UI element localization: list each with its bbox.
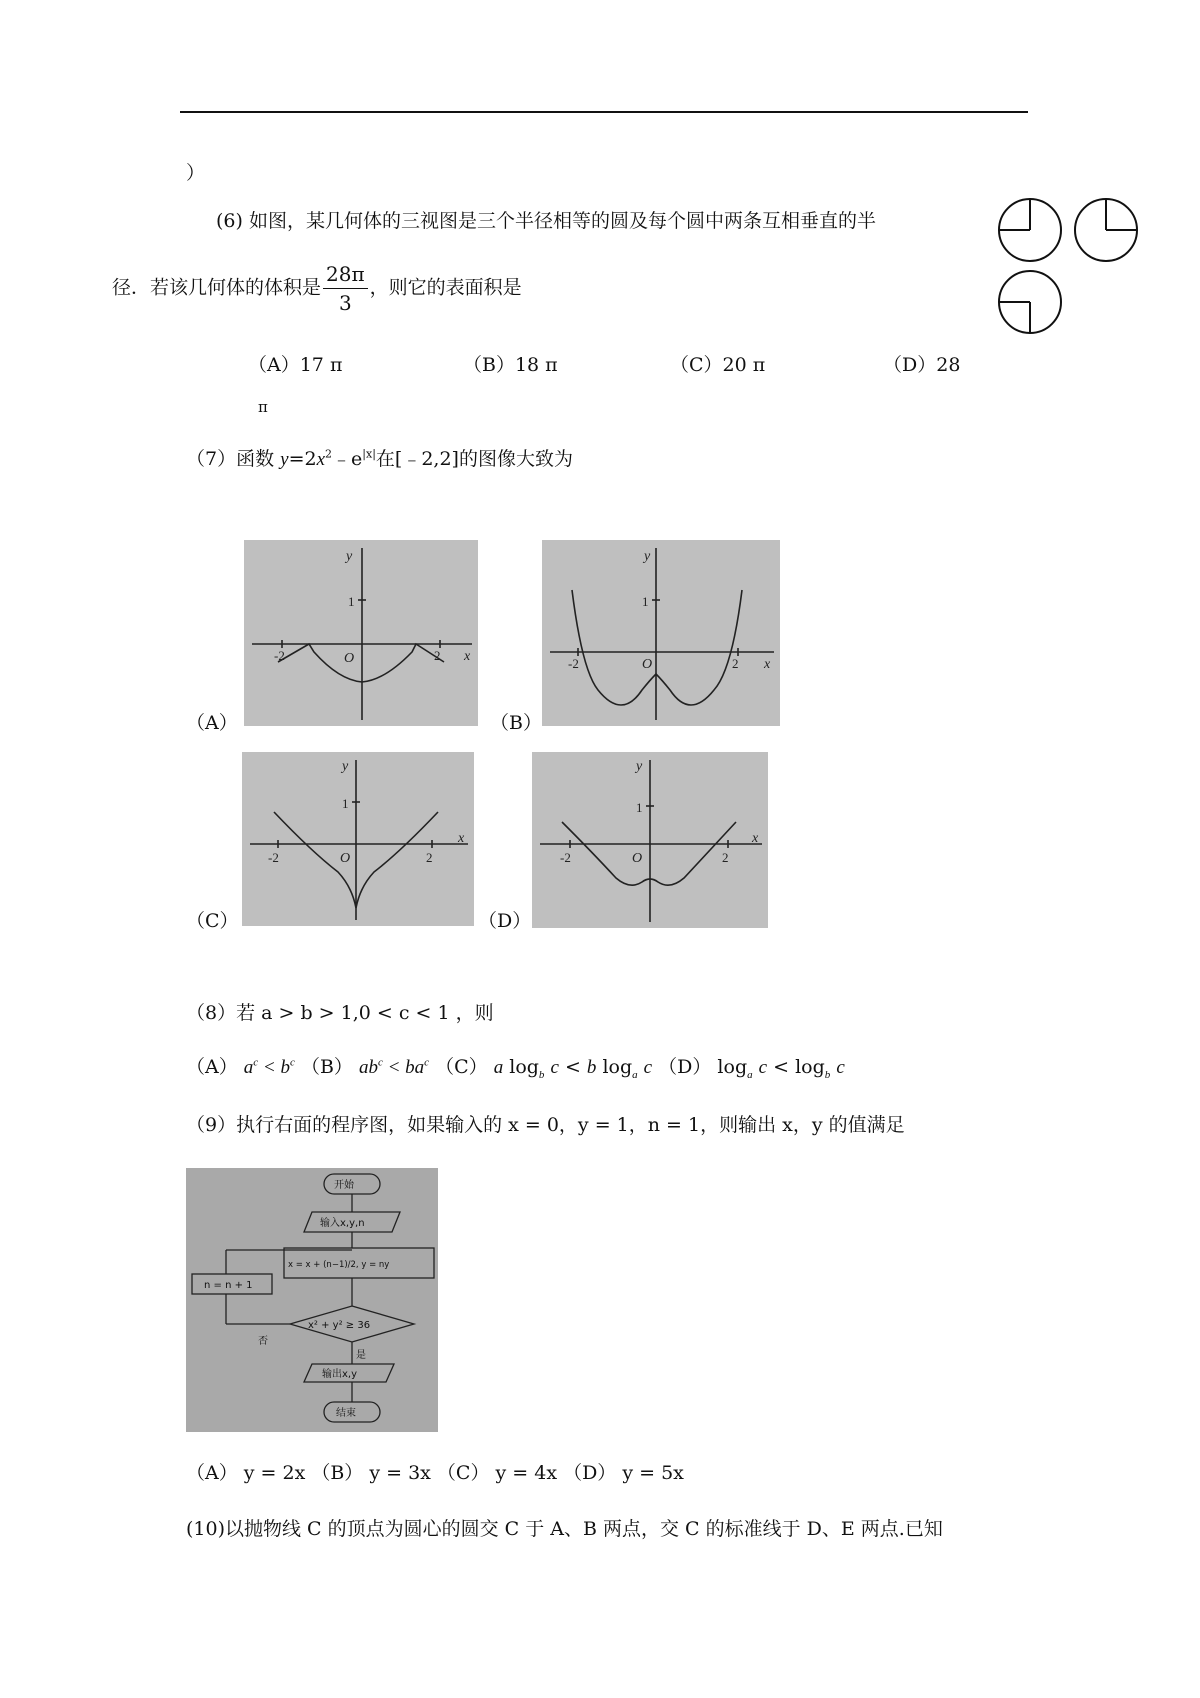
graph-c-tick-2: 2 <box>426 850 433 865</box>
curve-b <box>572 590 742 705</box>
graph-panel-c <box>242 752 474 926</box>
fraction-numerator: 28π <box>323 262 368 289</box>
graph-c-tick-neg2: -2 <box>268 850 279 865</box>
q8-label-a: （A） <box>186 1056 238 1078</box>
graph-c-x-label: x <box>458 831 465 846</box>
flow-update-n: n = n + 1 <box>204 1280 253 1291</box>
graph-b-tick-1: 1 <box>642 594 649 609</box>
curve-d <box>562 822 736 885</box>
graph-b-x-label: x <box>764 657 771 672</box>
curve-a <box>278 644 444 682</box>
graph-a-tick-2: 2 <box>434 648 441 663</box>
q6-option-a: （A）17 π <box>248 354 343 376</box>
graph-panel-d <box>532 752 768 928</box>
graph-a-svg <box>244 540 478 726</box>
q7-var-x: x <box>316 449 326 470</box>
graph-label-d: （D） <box>478 910 532 932</box>
stray-paren: ） <box>186 162 206 184</box>
graph-c-svg <box>242 752 474 926</box>
flow-input: 输入x,y,n <box>320 1218 365 1229</box>
graph-label-c: （C） <box>186 910 239 932</box>
graph-label-a: （A） <box>186 712 238 734</box>
q8-label-d: （D） <box>658 1056 712 1078</box>
q6-option-c: （C）20 π <box>670 354 766 376</box>
q6-option-d: （D）28 <box>883 354 961 376</box>
flow-output: 输出x,y <box>322 1369 358 1380</box>
q7-exp2: 2 <box>325 447 333 461</box>
q9-stem: （9）执行右面的程序图，如果输入的 x = 0，y = 1，n = 1，则输出 x，y 的值满足 <box>186 1114 905 1136</box>
flow-cond: x² + y² ≥ 36 <box>308 1320 371 1331</box>
graph-a-tick-neg2: -2 <box>274 648 285 663</box>
graph-b-origin: O <box>642 657 653 672</box>
q7-exp-absx: |x| <box>362 447 376 461</box>
q6-line2-post: ，则它的表面积是 <box>369 276 522 299</box>
flowchart-svg <box>186 1168 438 1432</box>
q7-var-y: y <box>280 449 289 470</box>
q6-line1: (6) 如图，某几何体的三视图是三个半径相等的圆及每个圆中两条互相垂直的半 <box>216 210 876 232</box>
graph-d-origin: O <box>632 851 643 866</box>
graph-a-x-label: x <box>464 649 471 664</box>
q7-stem <box>186 444 573 471</box>
volume-fraction <box>323 262 368 315</box>
graph-a-tick-1: 1 <box>348 594 355 609</box>
graph-d-tick-2: 2 <box>722 850 729 865</box>
graph-d-tick-1: 1 <box>636 800 643 815</box>
q7-post: 在[﹣2,2]的图像大致为 <box>375 448 573 470</box>
q8-label-c: （C） <box>435 1056 488 1078</box>
q8-options: （A） $a^c < b^c$ （B） $ab^c < ba^c$ （C） a $\log_b c < b$ $\log_a c$ （D） $\log_a c < \log_b c$ <box>186 1056 845 1081</box>
graph-panel-a <box>244 540 478 726</box>
fraction-denominator: 3 <box>338 291 352 315</box>
graph-d-svg <box>532 752 768 928</box>
graph-d-tick-neg2: -2 <box>560 850 571 865</box>
graph-b-svg <box>542 540 780 726</box>
q7-mid2: ﹣e <box>332 448 363 470</box>
flow-start: 开始 <box>334 1180 354 1191</box>
q8-label-b: （B） <box>300 1056 353 1078</box>
graph-d-x-label: x <box>752 831 759 846</box>
q7-pre: （7）函数 <box>186 448 281 470</box>
flow-end: 结束 <box>336 1408 356 1419</box>
flowchart <box>186 1168 438 1432</box>
graph-panel-b <box>542 540 780 726</box>
graph-c-tick-1: 1 <box>342 796 349 811</box>
graph-a-origin: O <box>344 651 355 666</box>
q8-opt-c-expr: a <box>493 1057 504 1078</box>
header-rule <box>180 111 1028 113</box>
graph-c-y-label: y <box>342 759 349 774</box>
q6-line2-pre: 径．若该几何体的体积是 <box>112 276 322 299</box>
graph-b-tick-2: 2 <box>732 656 739 671</box>
q10-stem: (10)以抛物线 C 的顶点为圆心的圆交 C 于 A、B 两点，交 C 的标准线于 D、E 两点.已知 <box>186 1518 943 1540</box>
flow-no: 否 <box>258 1336 268 1347</box>
graph-b-tick-neg2: -2 <box>568 656 579 671</box>
flow-assign: x = x + (n−1)/2, y = ny <box>288 1260 390 1270</box>
three-view-figure <box>998 196 1148 336</box>
q7-mid1: =2 <box>288 448 317 470</box>
q6-option-b: （B）18 π <box>463 354 558 376</box>
q9-options: （A） y = 2x （B） y = 3x （C） y = 4x （D） y = 5x <box>186 1462 684 1484</box>
graph-a-y-label: y <box>346 549 353 564</box>
graph-b-y-label: y <box>644 549 651 564</box>
q8-stem: （8）若 a > b > 1,0 < c < 1 ，则 <box>186 1002 494 1024</box>
q8-opt-a-expr: $a^c < b^c$ <box>243 1056 295 1078</box>
graph-label-b: （B） <box>490 712 542 734</box>
q6-option-d-cont: π <box>258 398 268 416</box>
q6-line2 <box>112 262 522 315</box>
flow-yes: 是 <box>356 1350 366 1361</box>
graph-c-origin: O <box>340 851 351 866</box>
q8-opt-b-expr: $ab^c < ba^c$ <box>358 1056 430 1078</box>
graph-d-y-label: y <box>636 759 643 774</box>
